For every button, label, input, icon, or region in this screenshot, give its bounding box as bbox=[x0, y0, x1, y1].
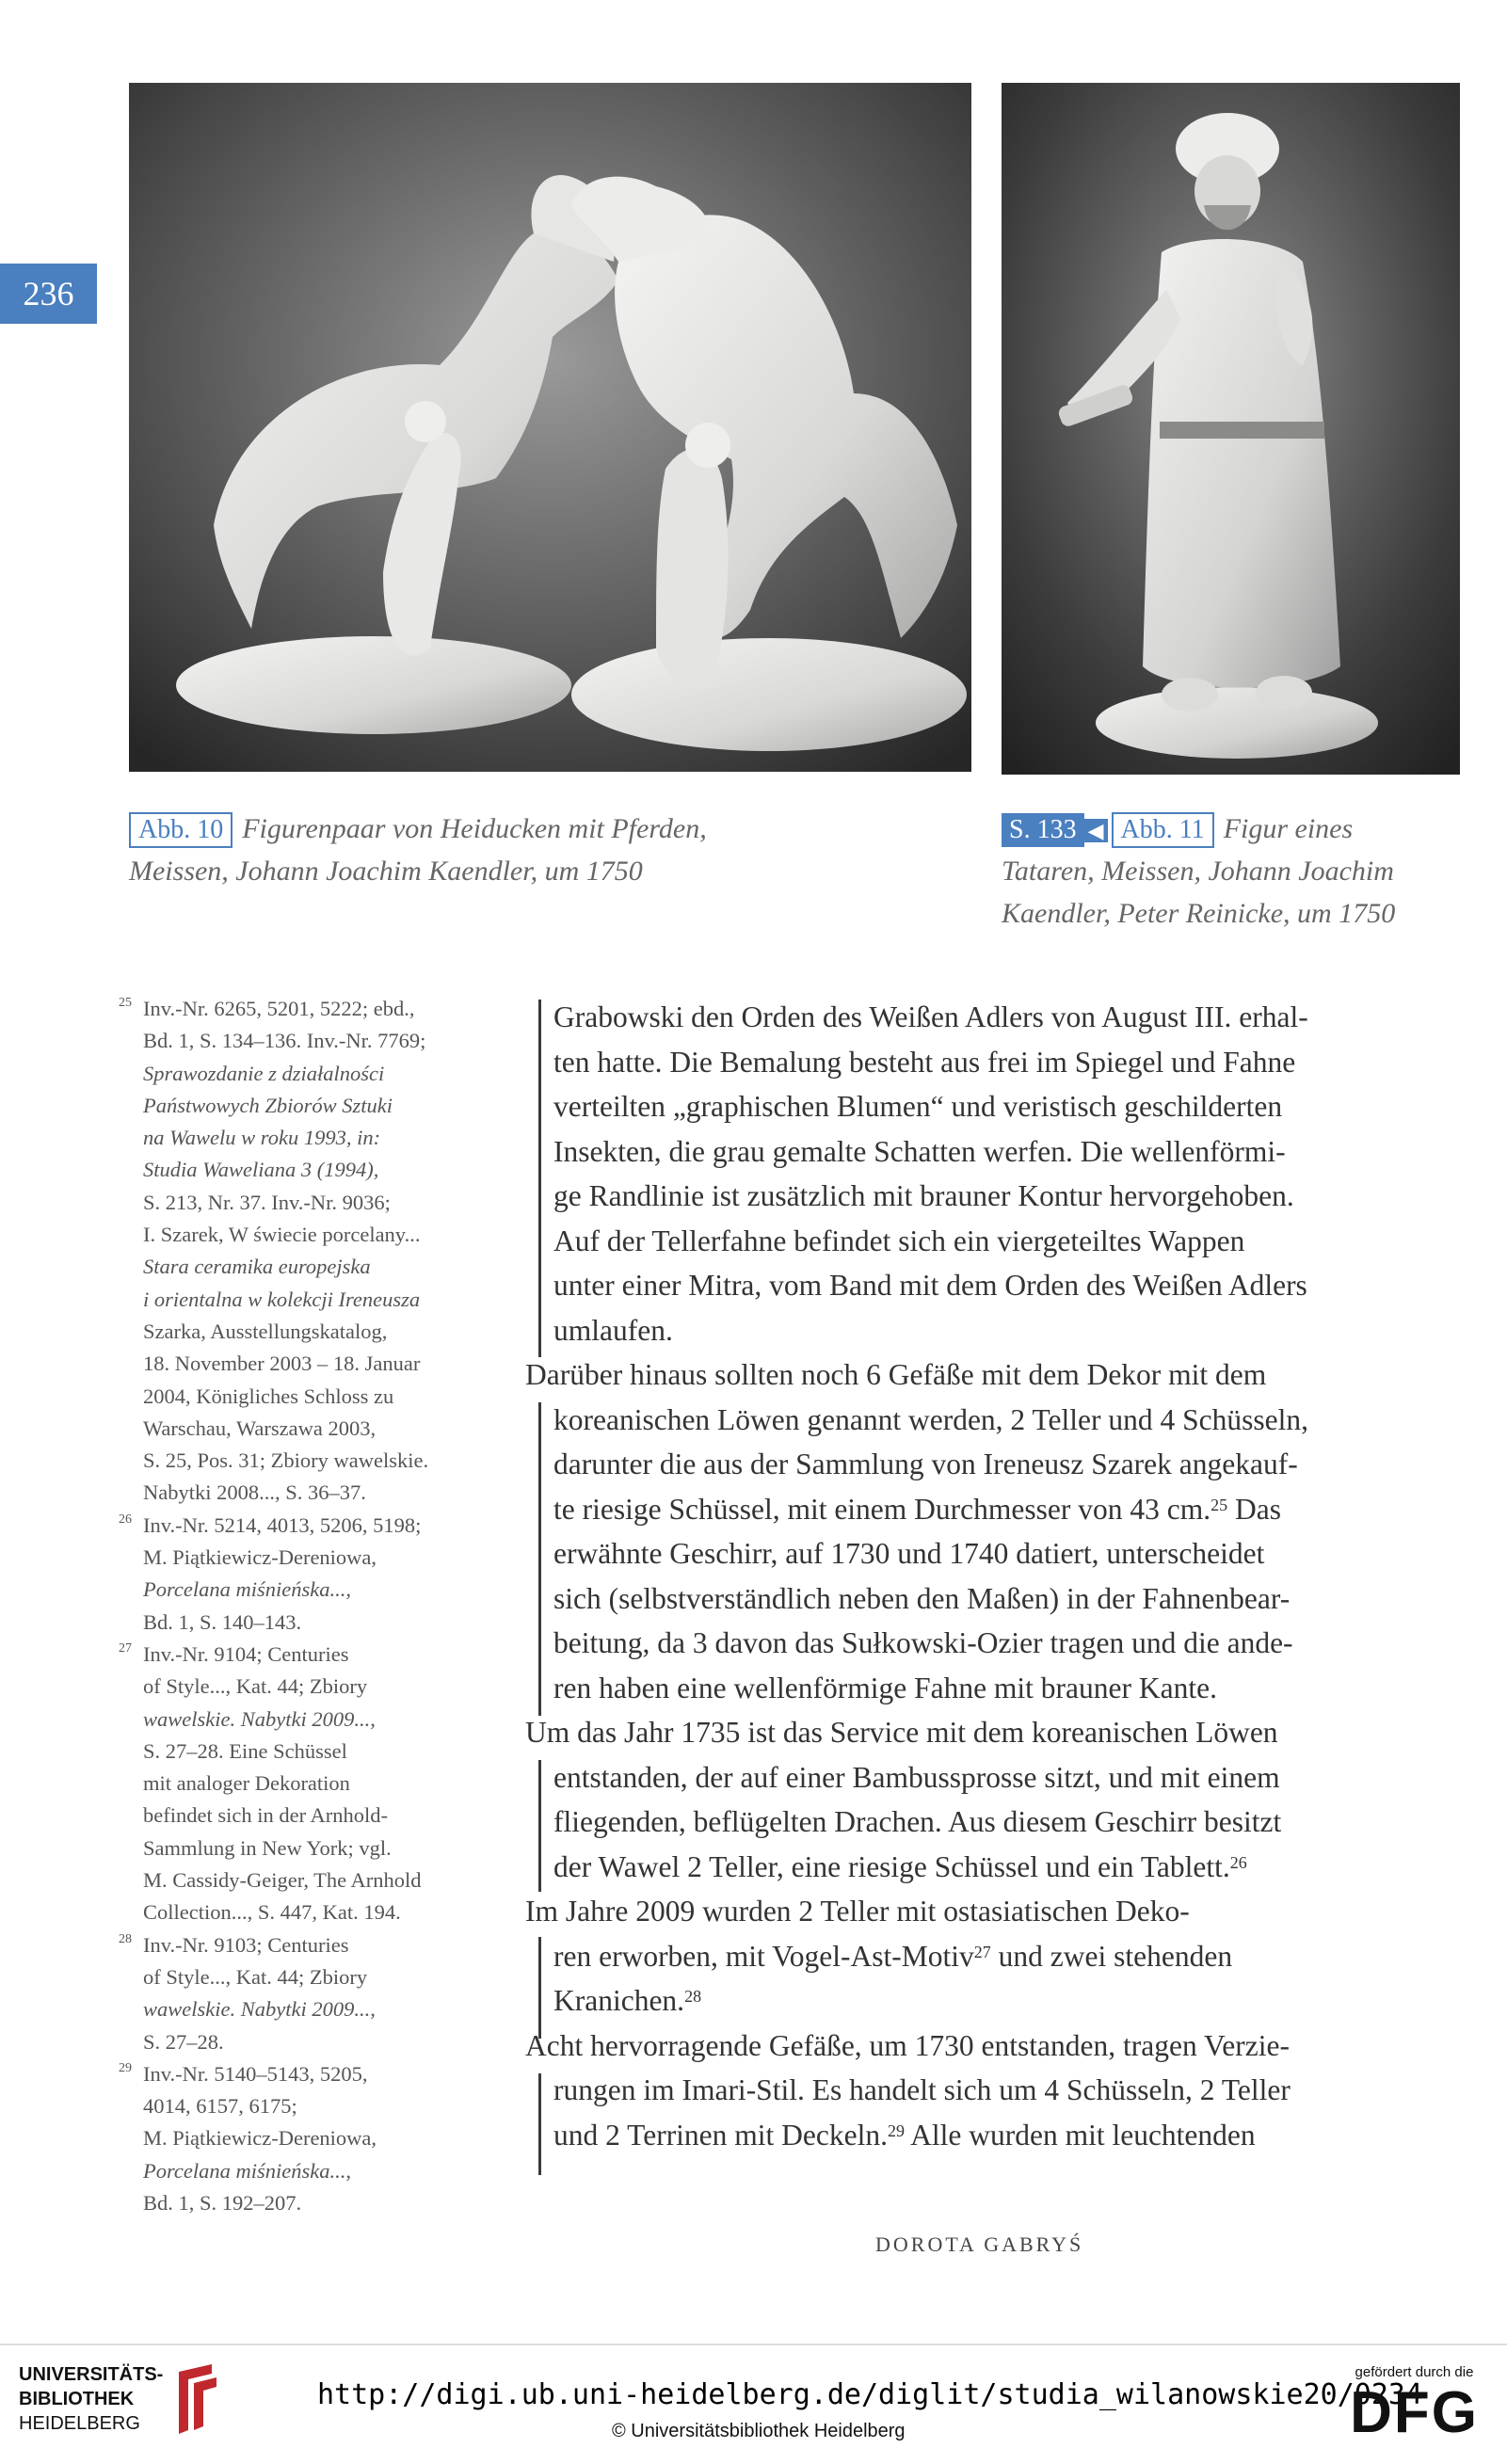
footnote-line: Porcelana miśnieńska..., bbox=[143, 1577, 352, 1602]
footnote-number: 26 bbox=[119, 1512, 132, 1527]
text-line: ren haben eine wellenförmige Fahne mit brauner Kante. bbox=[553, 1671, 1217, 1704]
library-mark-icon bbox=[169, 2362, 226, 2438]
footnote-line: M. Piątkiewicz-Dereniowa, bbox=[143, 1545, 377, 1570]
footnote-line: of Style..., Kat. 44; Zbiory bbox=[143, 1674, 368, 1699]
footnote-28 bbox=[119, 1929, 514, 2058]
footnote-line: Szarka, Ausstellungskatalog, bbox=[143, 1319, 388, 1343]
text-segment: und 2 Terrinen mit Deckeln. bbox=[553, 2118, 888, 2152]
footnote-line: S. 25, Pos. 31; Zbiory wawelskie. bbox=[143, 1448, 429, 1473]
footnote-line: M. Piątkiewicz-Dereniowa, bbox=[143, 2126, 377, 2151]
footnote-number: 29 bbox=[119, 2060, 132, 2075]
footnote-line: wawelskie. Nabytki 2009..., bbox=[143, 1706, 376, 1731]
text-line: darunter die aus der Sammlung von Ireneusz Szarek angekauf- bbox=[553, 1448, 1298, 1480]
text-line: sich (selbstverständlich neben den Maßen) in der Fahnenbear- bbox=[553, 1581, 1291, 1615]
text-segment: der Wawel 2 Teller, eine riesige Schüssel und ein Tablett. bbox=[553, 1849, 1230, 1883]
footnote-line: Inv.-Nr. 6265, 5201, 5222; ebd., bbox=[143, 997, 415, 1020]
text-line: unter einer Mitra, vom Band mit dem Orden des Weißen Adlers bbox=[553, 1269, 1307, 1302]
footnote-line: S. 213, Nr. 37. Inv.-Nr. 9036; bbox=[143, 1190, 391, 1214]
text-segment: Kranichen. bbox=[553, 1984, 685, 2017]
footnote-line: 4014, 6157, 6175; bbox=[143, 2094, 297, 2119]
paragraph-3 bbox=[525, 1710, 1462, 1889]
footnote-line: Inv.-Nr. 9104; Centuries bbox=[143, 1641, 349, 1666]
text-segment: und zwei stehenden bbox=[990, 1939, 1233, 1973]
text-line bbox=[525, 1487, 1462, 1532]
main-text bbox=[525, 995, 1462, 2157]
footnote-line: S. 27–28. Eine Schüssel bbox=[143, 1738, 347, 1763]
paragraph-4 bbox=[525, 1889, 1462, 2024]
text-line: koreanischen Löwen genannt werden, 2 Teller und 4 Schüsseln, bbox=[553, 1402, 1308, 1436]
text-line: ten hatte. Die Bemalung besteht aus frei im Spiegel und Fahne bbox=[553, 1045, 1296, 1079]
text-line: fliegenden, beflügelten Drachen. Aus diesem Geschirr besitzt bbox=[553, 1805, 1282, 1838]
arrow-left-icon: ◀ bbox=[1084, 819, 1108, 842]
library-name-line3: HEIDELBERG bbox=[19, 2413, 140, 2434]
caption-abb10-line1: Figurenpaar von Heiducken mit Pferden, bbox=[242, 813, 707, 844]
footnote-line: befindet sich in der Arnhold- bbox=[143, 1803, 388, 1828]
footnote-ref-27[interactable]: 27 bbox=[973, 1942, 991, 1961]
caption-abb10 bbox=[129, 808, 957, 892]
footnote-29 bbox=[119, 2058, 514, 2219]
text-segment: Das bbox=[1227, 1492, 1281, 1526]
caption-abb10-line2: Meissen, Johann Joachim Kaendler, um 1750 bbox=[129, 856, 643, 887]
dfg-wordmark: DFG bbox=[1350, 2380, 1479, 2445]
text-line bbox=[525, 1845, 1462, 1890]
footnote-number: 28 bbox=[119, 1931, 132, 1946]
footnote-ref-25[interactable]: 25 bbox=[1210, 1495, 1228, 1514]
footnote-number: 25 bbox=[119, 996, 132, 1010]
photo-tatar-figure bbox=[1002, 83, 1460, 775]
text-line: Insekten, die grau gemalte Schatten werfen. Die wellenförmi- bbox=[553, 1134, 1286, 1168]
text-segment: te riesige Schüssel, mit einem Durchmesser von 43 cm. bbox=[553, 1492, 1211, 1526]
photo-horses-figures bbox=[129, 83, 971, 772]
text-line bbox=[525, 1978, 1462, 2024]
caption-abb11-line2: Tataren, Meissen, Johann Joachim bbox=[1002, 856, 1394, 887]
text-line: ge Randlinie ist zusätzlich mit brauner Kontur hervorgehoben. bbox=[553, 1179, 1294, 1212]
footnote-line: Collection..., S. 447, Kat. 194. bbox=[143, 1900, 401, 1925]
text-line: umlaufen. bbox=[553, 1313, 673, 1347]
library-name-line1: UNIVERSITÄTS- bbox=[19, 2364, 164, 2385]
footnote-line: I. Szarek, W świecie porcelany... bbox=[143, 1223, 421, 1247]
text-line: Acht hervorragende Gefäße, um 1730 entstanden, tragen Verzie- bbox=[525, 2028, 1290, 2062]
text-line bbox=[525, 2113, 1462, 2158]
page-number: 236 bbox=[0, 264, 97, 324]
footnote-ref-28[interactable]: 28 bbox=[684, 1987, 702, 2006]
footnote-line: Stara ceramika europejska bbox=[143, 1255, 371, 1279]
text-line: Um das Jahr 1735 ist das Service mit dem koreanischen Löwen bbox=[525, 1716, 1278, 1749]
text-line bbox=[525, 1934, 1462, 1979]
text-segment: ren erworben, mit Vogel-Ast-Motiv bbox=[553, 1939, 974, 1973]
text-line: erwähnte Geschirr, auf 1730 und 1740 datiert, unterscheidet bbox=[553, 1537, 1265, 1570]
footnote-line: M. Cassidy-Geiger, The Arnhold bbox=[143, 1868, 422, 1893]
footnote-ref-26[interactable]: 26 bbox=[1229, 1852, 1247, 1872]
text-line: beitung, da 3 davon das Sułkowski-Ozier tragen und die ande- bbox=[553, 1626, 1293, 1659]
footnote-line: Studia Waweliana 3 (1994), bbox=[143, 1158, 379, 1182]
library-name-line2: BIBLIOTHEK bbox=[19, 2389, 135, 2409]
text-line: Grabowski den Orden des Weißen Adlers von August III. erhal- bbox=[553, 1000, 1308, 1033]
text-line: Auf der Tellerfahne befindet sich ein viergeteiltes Wappen bbox=[553, 1224, 1245, 1257]
text-line: Im Jahre 2009 wurden 2 Teller mit ostasiatischen Deko- bbox=[525, 1895, 1190, 1928]
footnote-line: S. 27–28. bbox=[143, 2029, 224, 2054]
footnote-line: 2004, Königliches Schloss zu bbox=[143, 1384, 394, 1408]
footnote-line: Bd. 1, S. 192–207. bbox=[143, 2190, 302, 2215]
footnote-line: mit analoger Dekoration bbox=[143, 1771, 350, 1796]
caption-abb11-line3: Kaendler, Peter Reinicke, um 1750 bbox=[1002, 898, 1396, 929]
figure-label-abb11: Abb. 11 bbox=[1112, 812, 1214, 848]
dfg-tagline: gefördert durch die bbox=[1355, 2364, 1474, 2380]
footnote-line: of Style..., Kat. 44; Zbiory bbox=[143, 1964, 368, 1989]
footnote-line: Bd. 1, S. 134–136. Inv.-Nr. 7769; bbox=[143, 1029, 426, 1053]
footnote-number: 27 bbox=[119, 1640, 132, 1656]
footnote-line: Bd. 1, S. 140–143. bbox=[143, 1609, 302, 1634]
copyright-notice: © Universitätsbibliothek Heidelberg bbox=[612, 2421, 906, 2441]
footnote-line: wawelskie. Nabytki 2009..., bbox=[143, 1997, 376, 2022]
dfg-logo[interactable] bbox=[1337, 2364, 1492, 2446]
footnote-line: 18. November 2003 – 18. Januar bbox=[143, 1352, 421, 1376]
footer-divider bbox=[0, 2344, 1507, 2345]
footnote-line: Sprawozdanie z działalności bbox=[143, 1061, 385, 1085]
caption-abb11-line1: Figur eines bbox=[1223, 813, 1354, 844]
footnote-25 bbox=[119, 993, 514, 1510]
footnote-ref-29[interactable]: 29 bbox=[888, 2120, 905, 2140]
footnote-27 bbox=[119, 1639, 514, 1929]
page-ref-badge[interactable]: S. 133 bbox=[1002, 813, 1084, 847]
author-name: DOROTA GABRYŚ bbox=[875, 2232, 1084, 2256]
library-logo[interactable] bbox=[19, 2362, 216, 2447]
text-line: verteilten „graphischen Blumen“ und veristisch geschilderten bbox=[553, 1090, 1283, 1123]
digital-copy-link[interactable]: http://digi.ub.uni-heidelberg.de/diglit/studia_wilanowskie20/0234 bbox=[317, 2378, 1422, 2411]
paragraph-5 bbox=[525, 2024, 1462, 2158]
footnote-line: Inv.-Nr. 9103; Centuries bbox=[143, 1932, 349, 1957]
footnote-line: Nabytki 2008..., S. 36–37. bbox=[143, 1480, 366, 1505]
text-line: rungen im Imari-Stil. Es handelt sich um 4 Schüsseln, 2 Teller bbox=[553, 2073, 1291, 2106]
text-line: entstanden, der auf einer Bambussprosse sitzt, und mit einem bbox=[553, 1760, 1280, 1794]
footnote-line: Inv.-Nr. 5140–5143, 5205, bbox=[143, 2061, 368, 2086]
text-segment: Alle wurden mit leuchtenden bbox=[905, 2118, 1256, 2152]
text-line: Darüber hinaus sollten noch 6 Gefäße mit dem Dekor mit dem bbox=[525, 1358, 1267, 1391]
footnote-line: Państwowych Zbiorów Sztuki bbox=[143, 1093, 393, 1117]
footnote-line: Inv.-Nr. 5214, 4013, 5206, 5198; bbox=[143, 1512, 422, 1537]
caption-abb11 bbox=[1002, 808, 1491, 935]
footnote-line: Sammlung in New York; vgl. bbox=[143, 1835, 392, 1860]
footnote-line: Porcelana miśnieńska..., bbox=[143, 2158, 352, 2183]
figure-label-abb10: Abb. 10 bbox=[129, 812, 232, 848]
paragraph-2 bbox=[525, 1352, 1462, 1710]
footnote-26 bbox=[119, 1510, 514, 1639]
footnote-line: Warschau, Warszawa 2003, bbox=[143, 1416, 377, 1440]
footnotes bbox=[119, 993, 514, 2219]
footnote-line: na Wawelu w roku 1993, in: bbox=[143, 1126, 381, 1150]
footnote-line: i orientalna w kolekcji Ireneusza bbox=[143, 1287, 421, 1311]
paragraph-1 bbox=[525, 995, 1462, 1352]
